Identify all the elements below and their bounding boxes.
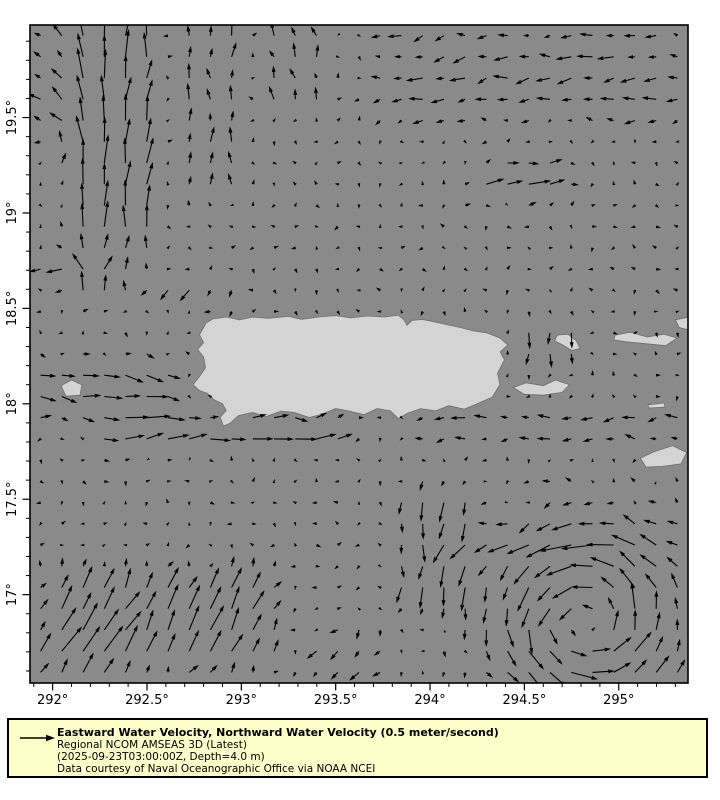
x-tick-label: 293°	[225, 693, 258, 708]
y-tick-label: 18°	[5, 392, 20, 416]
x-tick-label: 293.5°	[313, 693, 358, 708]
legend-title: Eastward Water Velocity, Northward Water Velocity (0.5 meter/second)	[57, 726, 499, 739]
legend-timestamp-depth: (2025-09-23T03:00:00Z, Depth=4.0 m)	[57, 751, 265, 763]
y-tick-label: 19°	[5, 201, 20, 225]
x-tick-label: 294°	[414, 693, 446, 708]
legend-text	[57, 726, 702, 775]
y-tick-label: 18.5°	[5, 290, 20, 327]
y-tick-label: 17°	[5, 583, 20, 607]
legend-box	[7, 718, 708, 778]
x-tick-label: 295°	[603, 693, 635, 708]
y-tick-label: 17.5°	[5, 481, 20, 517]
x-tick-label: 292.5°	[125, 693, 169, 708]
x-tick-label: 294.5°	[502, 693, 547, 708]
legend-attribution: Data courtesy of Naval Oceanographic Office via NOAA NCEI	[57, 763, 376, 775]
x-tick-label: 292°	[36, 693, 69, 708]
legend-dataset: Regional NCOM AMSEAS 3D (Latest)	[57, 739, 247, 751]
y-tick-label: 19.5°	[5, 99, 20, 136]
reference-arrow-icon	[19, 732, 57, 744]
